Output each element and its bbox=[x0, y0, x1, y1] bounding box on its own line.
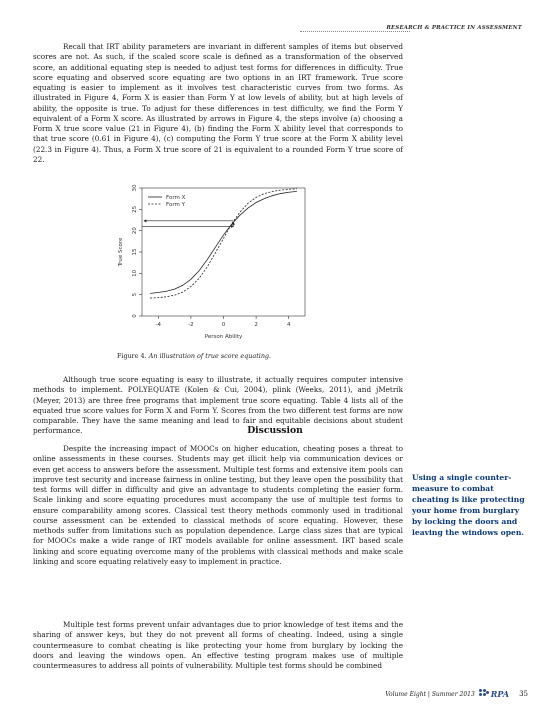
x-tick-label: 2 bbox=[254, 322, 258, 328]
legend-label: Form Y bbox=[166, 202, 185, 208]
figure-caption-prefix: Figure 4. bbox=[117, 352, 147, 360]
y-tick-label: 30 bbox=[132, 184, 138, 192]
true-score-chart bbox=[100, 180, 340, 350]
paragraph-2: Although true score equating is easy to illustrate, it actually requires computer intensive methods to implement. POLYEQUATE (Kolen & Cui, 2004), plink (Weeks, 2011), and jMetrik (Meyer, 2013) are three free programs that implement true score equating. Table 4 lists all of the equated true score values for Form X and Form Y. Scores from the two different test forms are now comparable. They have the same meaning and lead to fair and equitable decisions about student performance. bbox=[33, 375, 403, 436]
rpa-logo bbox=[479, 689, 509, 699]
logo-dots-icon bbox=[479, 689, 489, 699]
footer-volume: Volume Eight | Summer 2013 bbox=[385, 690, 475, 698]
x-axis-label: Person Ability bbox=[204, 334, 243, 340]
y-tick-label: 20 bbox=[132, 227, 138, 235]
section-heading: Discussion bbox=[247, 425, 303, 436]
logo-text: RPA bbox=[490, 689, 510, 699]
pull-quote: Using a single counter-measure to combat cheating is like protecting your home from burglary by locking the doors and leaving the windows open. bbox=[412, 473, 525, 537]
figure-caption bbox=[117, 352, 271, 360]
y-axis-label: True Score bbox=[118, 237, 124, 267]
y-tick-label: 25 bbox=[132, 205, 138, 213]
legend-label: Form X bbox=[166, 195, 186, 201]
page-number: 35 bbox=[519, 690, 528, 698]
y-tick-label: 10 bbox=[132, 269, 138, 277]
journal-header: RESEARCH & PRACTICE IN ASSESSMENT bbox=[386, 25, 522, 31]
x-tick-label: -4 bbox=[155, 322, 162, 328]
paragraph-1: Recall that IRT ability parameters are invariant in different samples of items but observed scores are not. As such, if the scaled score scale is defined as a transformation of the observed score, an additional equating step is needed to adjust test forms for differences in difficulty. True score equating and observed score equating are two options in an IRT framework. True score equating is easier to implement as it involves test characteristic curves from two forms. As illustrated in Figure 4, Form X is easier than Form Y at low levels of ability, but at high levels of ability, the opposite is true. To adjust for these differences in test difficulty, we find the Form Y equivalent of a Form X score. As illustrated by arrows in Figure 4, the steps involve (a) choosing a Form X true score value (21 in Figure 4), (b) finding the Form X ability level that corresponds to that true score (0.61 in Figure 4), (c) computing the Form Y true score at the Form X ability level (22.3 in Figure 4). Thus, a Form X true score of 21 is equivalent to a rounded Form Y true score of 22. bbox=[33, 42, 403, 164]
header-rule bbox=[300, 31, 410, 32]
x-tick-label: -2 bbox=[188, 322, 194, 328]
paragraph-3-block bbox=[33, 444, 403, 567]
y-tick-label: 0 bbox=[132, 314, 138, 318]
x-tick-label: 0 bbox=[221, 322, 226, 328]
x-tick-label: 4 bbox=[286, 322, 291, 328]
paragraph-4: Multiple test forms prevent unfair advantages due to prior knowledge of test items and the sharing of answer keys, but they do not prevent all forms of cheating. Indeed, using a single countermeasure to combat cheating is like protecting your home from burglary by locking the doors and leaving the windows open. An effective testing program makes use of multiple countermeasures to address all points of vulnerability. Multiple test forms should be combined bbox=[33, 620, 403, 670]
paragraph-3: Despite the increasing impact of MOOCs on higher education, cheating poses a threat to online assessments in these courses. Students may get illicit help via communication devices or even get access to answers before the assessment. Multiple test forms and extensive item pools can improve test security and increase fairness in online testing, but they leave open the possibility that test forms will differ in difficulty and give an advantage to students completing the easier form. Scale linking and score equating procedures must accompany the use of multiple test forms to ensure comparability among scores. Classical test theory methods commonly used in traditional course assessment can be extended to classical methods of score equating. However, these methods suffer from limitations such as population dependence. Large class sizes that are typical for MOOCs make a wide range of IRT models available for online assessment. IRT based scale linking and score equating overcome many of the problems with classical methods and make scale linking and score equating relatively easy to implement in practice. bbox=[33, 444, 403, 566]
paragraph-1-block bbox=[33, 42, 403, 165]
figure-caption-text: An illustration of true score equating. bbox=[148, 352, 272, 360]
page-footer bbox=[385, 689, 528, 699]
figure-4-chart bbox=[100, 180, 340, 350]
y-tick-label: 15 bbox=[132, 248, 138, 256]
paragraph-4-block bbox=[33, 620, 403, 671]
y-tick-label: 5 bbox=[132, 292, 138, 297]
